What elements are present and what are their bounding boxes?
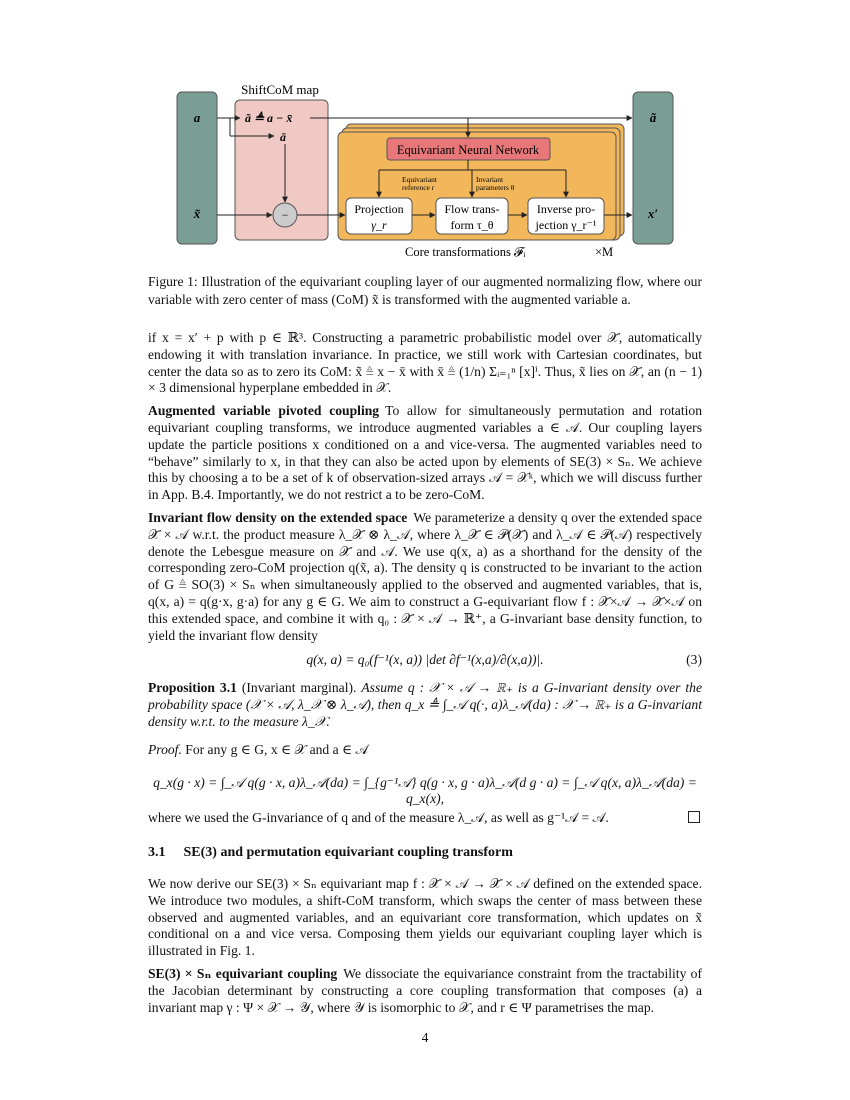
body-text: [148, 330, 702, 650]
label-a-tilde-output: ã: [649, 110, 657, 125]
shift-formula: ã ≜ a − x̄: [245, 111, 293, 125]
proof: [148, 742, 702, 765]
section-title: SE(3) and permutation equivariant coupling transform: [183, 845, 513, 860]
equation-3: [148, 652, 702, 672]
equation-3-body: q(x, a) = q₀(f⁻¹(x, a)) |det ∂f⁻¹(x,a)/∂(x,a))|.: [306, 652, 544, 667]
paragraph-augmented: [148, 403, 702, 504]
proposition-title: Proposition 3.1: [148, 680, 237, 695]
proposition: [148, 680, 702, 736]
text-se3: We dissociate the equivariance constraint from the tractability of the Jacobian determinant by constructing a core coupling transformation that composes (a) a invariant map γ : Ψ × 𝒳 → 𝒴, where 𝒴 is isomorphic to 𝒳, and r ∈ Ψ parametrises the map.: [148, 965, 703, 1015]
heading-augmented: Augmented variable pivoted coupling: [148, 403, 380, 419]
times-m: ×M: [595, 245, 614, 259]
projection-sub: γ_r: [371, 218, 387, 232]
label-a-input: a: [193, 110, 201, 125]
inverse-label: Inverse pro-: [536, 202, 596, 216]
proposition-name: (Invariant marginal).: [241, 680, 357, 695]
proof-equation: [148, 775, 702, 806]
equation-3-number: (3): [686, 652, 702, 667]
proof-equation-body: q_x(g · x) = ∫_𝒜 q(g · x, a)λ_𝒜(da) = ∫_{g⁻¹𝒜} q(g · x, g · a)λ_𝒜(d g · a) = ∫_𝒜 q(x, a)λ_𝒜(da) = q_x(x),: [153, 775, 697, 806]
page-number: 4: [421, 1030, 429, 1045]
shiftcom-title: ShiftCoM map: [241, 82, 319, 97]
proof-label: Proof.: [148, 742, 182, 757]
section-number: 3.1: [148, 845, 166, 860]
paragraph-se3: [148, 966, 702, 1016]
enn-label: Equivariant Neural Network: [396, 143, 540, 157]
proposition-text: Assume q : 𝒳 × 𝒜 → ℝ₊ is a G-invariant density over the probability space (𝒳 × 𝒜, λ_𝒳 ⊗ λ_𝒜), then q_x ≜ ∫_𝒜 q(·, a)λ_𝒜(da) : 𝒳 → ℝ₊ is a G-invariant density w.r.t. to the measure λ_𝒳.: [148, 680, 702, 729]
section-body: [148, 876, 702, 1022]
figure-diagram: [170, 78, 690, 268]
heading-se3: SE(3) × Sₙ equivariant coupling: [148, 965, 338, 981]
label-x-tilde-input: x̃: [193, 206, 201, 221]
projection-label: Projection: [354, 202, 404, 216]
paragraph-section: We now derive our SE(3) × Sₙ equivariant map f : 𝒳̃ × 𝒜 → 𝒳̃ × 𝒜 defined on the extended space. We introduce two modules, a shift-CoM transform, which swaps the center of mass between these observed and augmented variables, and an equivariant core transformation, which updates on x̃ conditional on a and vice versa. Composing them yields our equivariant coupling layer which is illustrated in Fig. 1.: [148, 876, 702, 959]
proof-text: For any g ∈ G, x ∈ 𝒳 and a ∈ 𝒜: [185, 742, 369, 757]
inv-params-label: Invariant parameters θ: [476, 175, 515, 192]
core-label: Core transformations 𝓕ᵢ: [405, 245, 526, 259]
proposition-paragraph: [148, 680, 702, 730]
flow-label: Flow trans-: [444, 202, 500, 216]
proof-conclusion: where we used the G-invariance of q and of the measure λ_𝒜, as well as g⁻¹𝒜 = 𝒜.: [148, 810, 609, 825]
section-heading: [148, 845, 513, 861]
heading-invariant: Invariant flow density on the extended space: [148, 509, 408, 525]
flow-sub: form τ_θ: [450, 218, 494, 232]
proof-intro: [148, 742, 702, 759]
inverse-sub: jection γ_r⁻¹: [535, 218, 597, 232]
equiv-ref-label: Equivariant reference r: [402, 175, 437, 192]
label-x-prime-output: x′: [647, 206, 659, 221]
text-augmented: To allow for simultaneously permutation and rotation equivariant coupling transforms, we introduce augmented variables a ∈ 𝒜. Our coupling layers update the particle positions x conditioned on a and vice-versa. The augmented variables need to “behave” similarly to x, in that they can also be acted upon by elements of SE(3) × Sₙ. We achieve this by choosing a to be a set of k of observation-sized arrays 𝒜 = 𝒳ᵏ, which we will discuss further in App. B.4. Importantly, we do not restrict a to be zero-CoM.: [148, 403, 702, 503]
label-a-bar: ā: [280, 130, 286, 144]
text-invariant: We parameterize a density q over the extended space 𝒳̃ × 𝒜 w.r.t. the product measure λ_𝒳̃ ⊗ λ_𝒜, where λ_𝒳̃ ∈ 𝒫(𝒳̃) and λ_𝒜 ∈ 𝒫(𝒜) respectively denote the Lebesgue measure on 𝒳̃ and 𝒜. We use q(x, a) as a shorthand for the density of the corresponding zero-CoM projection q(x̃, a). The density q is constructed to be invariant to the action of G ≜ SO(3) × Sₙ when simultaneously applied to the observed and augmented variables, that is, q(x, a) = q(g·x, g·a) for any g ∈ G. We aim to construct a G-equivariant flow f : 𝒳̃×𝒜 → 𝒳̃×𝒜 on this extended space, and combine it with q₀ : 𝒳̃ × 𝒜 → ℝ⁺, a G-invariant base density function, to yield the invariant flow density: [148, 509, 702, 643]
figure-caption: Figure 1: Illustration of the equivariant coupling layer of our augmented normalizing flow, where our variable with zero center of mass (CoM) x̃ is transformed with the augmented variable a.: [148, 274, 702, 307]
paragraph-intro: if x = x′ + p with p ∈ ℝ³. Constructing a parametric probabilistic model over 𝒳̃, automatically endowing it with translation invariance. In practice, we still work with Cartesian coordinates, but center the data so as to zero its CoM: x̃ ≜ x − x̄ with x̄ ≜ (1/n) Σᵢ₌₁ⁿ [x]ⁱ. Thus, x̃ lies on 𝒳̃, an (n − 1) × 3 dimensional hyperplane embedded in 𝒳.: [148, 330, 702, 396]
paragraph-invariant: [148, 510, 702, 644]
minus-symbol: −: [281, 208, 289, 222]
qed-symbol: [688, 811, 700, 823]
